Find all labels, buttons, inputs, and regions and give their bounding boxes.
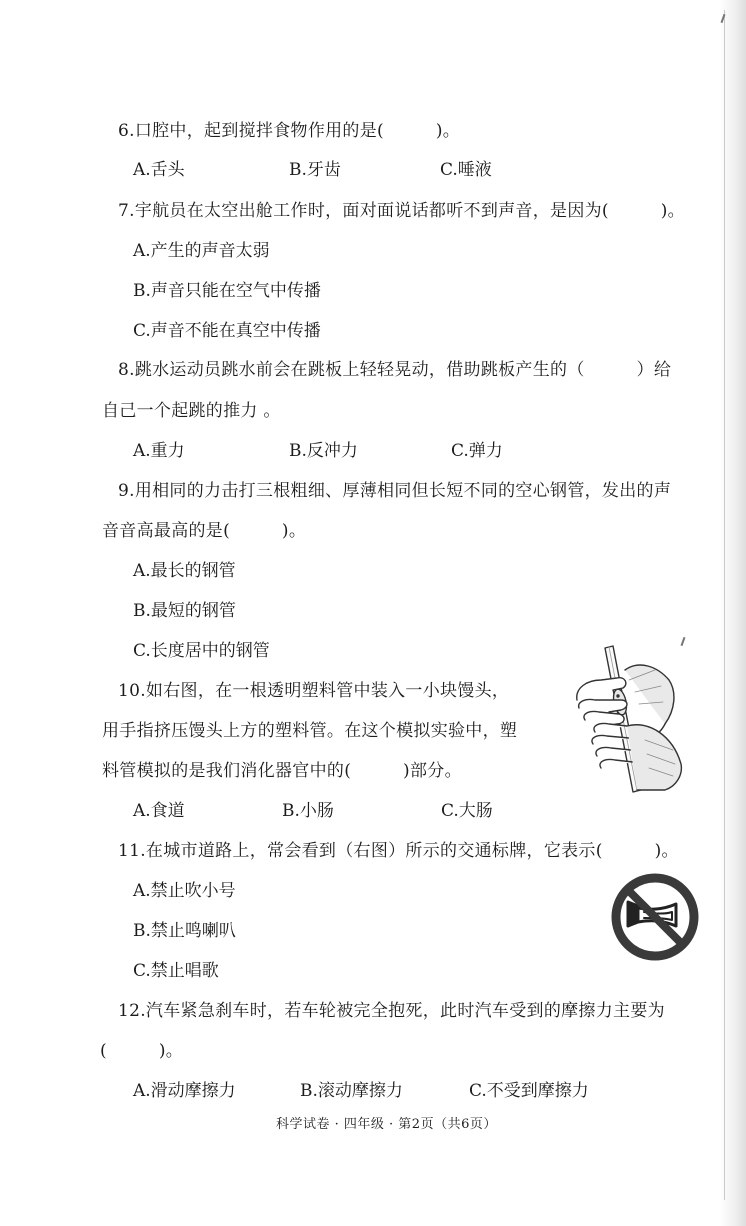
q7-option-c: C.声音不能在真空中传播 — [133, 321, 321, 341]
q8-option-c: C.弹力 — [451, 441, 503, 461]
question-11-stem: 11.在城市道路上，常会看到（右图）所示的交通标牌，它表示( )。 — [118, 841, 679, 861]
question-10-stem-line3: 料管模拟的是我们消化器官中的( )部分。 — [102, 761, 462, 781]
question-7-stem: 7.宇航员在太空出舱工作时，面对面说话都听不到声音，是因为( )。 — [118, 201, 685, 221]
q9-option-c: C.长度居中的钢管 — [133, 641, 270, 661]
question-8-stem-line2: 自己一个起跳的推力 。 — [102, 401, 281, 421]
q11-option-a: A.禁止吹小号 — [133, 881, 236, 901]
question-10-stem-line2: 用手指挤压馒头上方的塑料管。在这个模拟实验中，塑 — [102, 721, 518, 741]
q8-option-b: B.反冲力 — [289, 441, 358, 461]
q6-option-a: A.舌头 — [133, 160, 185, 180]
q12-option-b: B.滚动摩擦力 — [300, 1081, 403, 1101]
q9-option-b: B.最短的钢管 — [133, 601, 236, 621]
q11-option-c: C.禁止唱歌 — [133, 961, 219, 981]
question-10-stem-line1: 10.如右图，在一根透明塑料管中装入一小块馒头， — [118, 681, 510, 701]
q12-option-c: C.不受到摩擦力 — [469, 1081, 589, 1101]
q7-option-b: B.声音只能在空气中传播 — [133, 281, 321, 301]
question-6-stem: 6.口腔中，起到搅拌食物作用的是( )。 — [118, 121, 461, 141]
q12-option-a: A.滑动摩擦力 — [133, 1081, 236, 1101]
q7-option-a: A.产生的声音太弱 — [133, 241, 270, 261]
q10-option-a: A.食道 — [133, 801, 185, 821]
question-9-stem-line2: 音音高最高的是( )。 — [102, 521, 307, 541]
q10-option-c: C.大肠 — [441, 801, 493, 821]
no-horn-traffic-sign — [610, 872, 700, 962]
page-footer: 科学试卷 · 四年级 · 第2页（共6页） — [276, 1117, 497, 1132]
page-fold-line — [724, 10, 725, 1200]
q8-option-a: A.重力 — [133, 441, 185, 461]
q10-option-b: B.小肠 — [282, 801, 334, 821]
question-12-stem-line2: ( )。 — [100, 1041, 184, 1061]
q6-option-b: B.牙齿 — [289, 160, 341, 180]
q6-option-c: C.唾液 — [440, 160, 492, 180]
question-12-stem-line1: 12.汽车紧急刹车时，若车轮被完全抱死，此时汽车受到的摩擦力主要为 — [118, 1001, 665, 1021]
q11-option-b: B.禁止鸣喇叭 — [133, 921, 236, 941]
hand-squeezing-tube-illustration — [565, 640, 685, 800]
q9-option-a: A.最长的钢管 — [133, 561, 236, 581]
question-9-stem-line1: 9.用相同的力击打三根粗细、厚薄相同但长短不同的空心钢管，发出的声 — [118, 481, 672, 501]
question-8-stem-line1: 8.跳水运动员跳水前会在跳板上轻轻晃动，借助跳板产生的（ ）给 — [118, 360, 672, 380]
